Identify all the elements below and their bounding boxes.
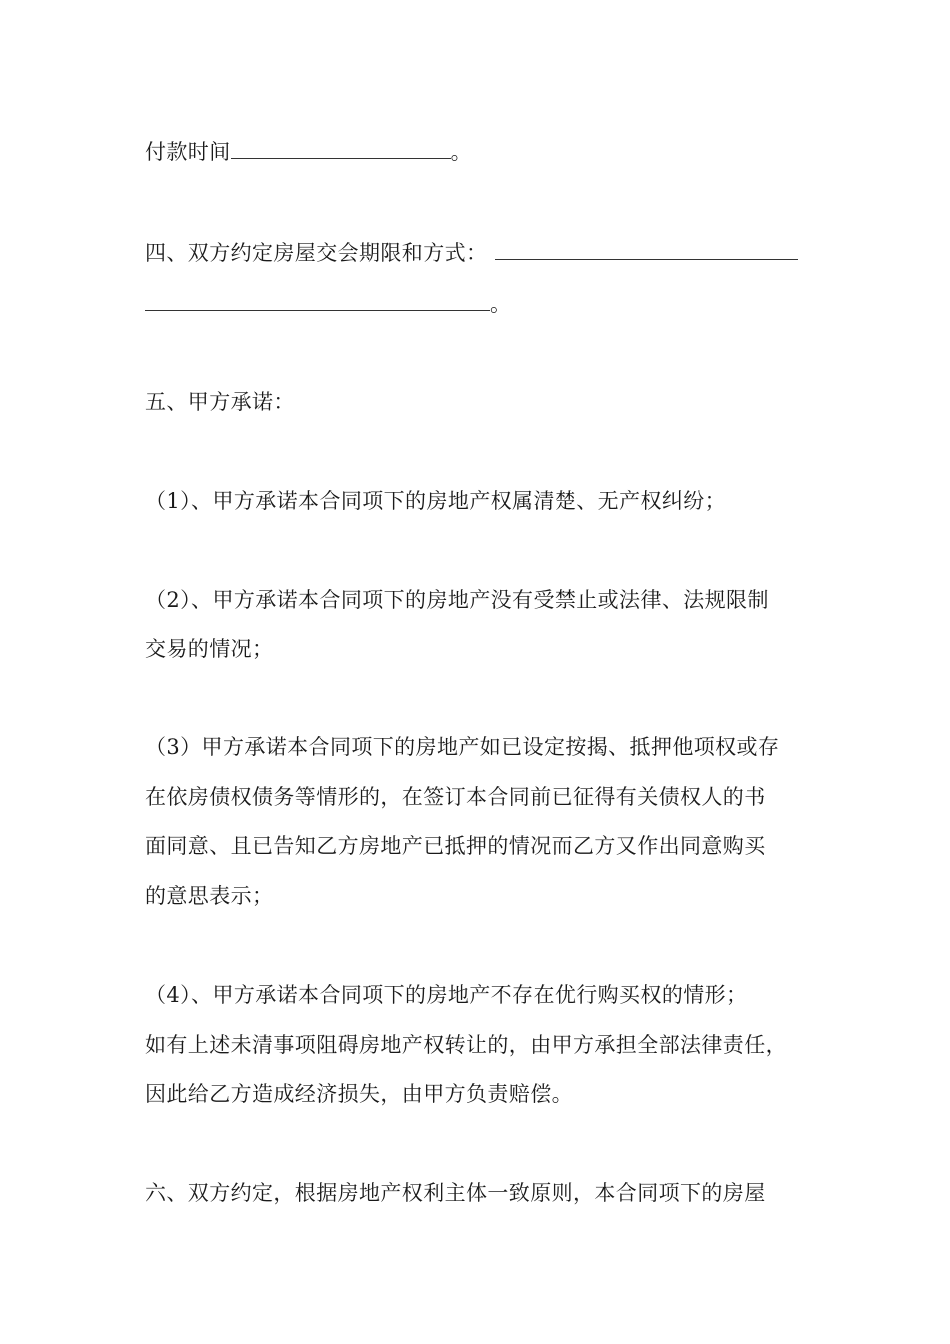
section5-item3-line4: 的意思表示； bbox=[145, 884, 274, 908]
section5-item4-line3: 因此给乙方造成经济损失，由甲方负责赔偿。 bbox=[145, 1082, 573, 1106]
payment-time-blank bbox=[231, 138, 451, 159]
section5-item3-line2: 在依房债权债务等情形的，在签订本合同前已征得有关债权人的书 bbox=[145, 785, 766, 809]
section4-line bbox=[145, 239, 798, 267]
payment-time-end: 。 bbox=[450, 140, 473, 164]
section5-heading: 五、甲方承诺： bbox=[145, 390, 295, 414]
section5-item4-line1: （4）、甲方承诺本合同项下的房地产不存在优行购买权的情形； bbox=[145, 983, 748, 1007]
payment-time-line bbox=[145, 138, 472, 166]
section5-item4-line2: 如有上述未清事项阻碍房地产权转让的，由甲方承担全部法律责任， bbox=[145, 1033, 787, 1057]
section5-item2-line1: （2）、甲方承诺本合同项下的房地产没有受禁止或法律、法规限制 bbox=[145, 588, 769, 612]
section4-blank-1 bbox=[495, 239, 798, 260]
section6-line1: 六、双方约定，根据房地产权利主体一致原则，本合同项下的房屋 bbox=[145, 1181, 766, 1205]
payment-time-label: 付款时间 bbox=[145, 140, 231, 164]
section5-item3-line1: （3）甲方承诺本合同项下的房地产如已设定按揭、抵押他项权或存 bbox=[145, 735, 780, 759]
section4-end: 。 bbox=[490, 292, 512, 316]
section4-line-2 bbox=[145, 290, 511, 318]
section4-blank-2 bbox=[145, 290, 490, 311]
section5-item2-line2: 交易的情况； bbox=[145, 637, 274, 661]
section5-item3-line3: 面同意、且已告知乙方房地产已抵押的情况而乙方又作出同意购买 bbox=[145, 834, 766, 858]
section4-text: 四、双方约定房屋交会期限和方式： bbox=[145, 241, 488, 265]
section5-item1: （1）、甲方承诺本合同项下的房地产权属清楚、无产权纠纷； bbox=[145, 489, 727, 513]
